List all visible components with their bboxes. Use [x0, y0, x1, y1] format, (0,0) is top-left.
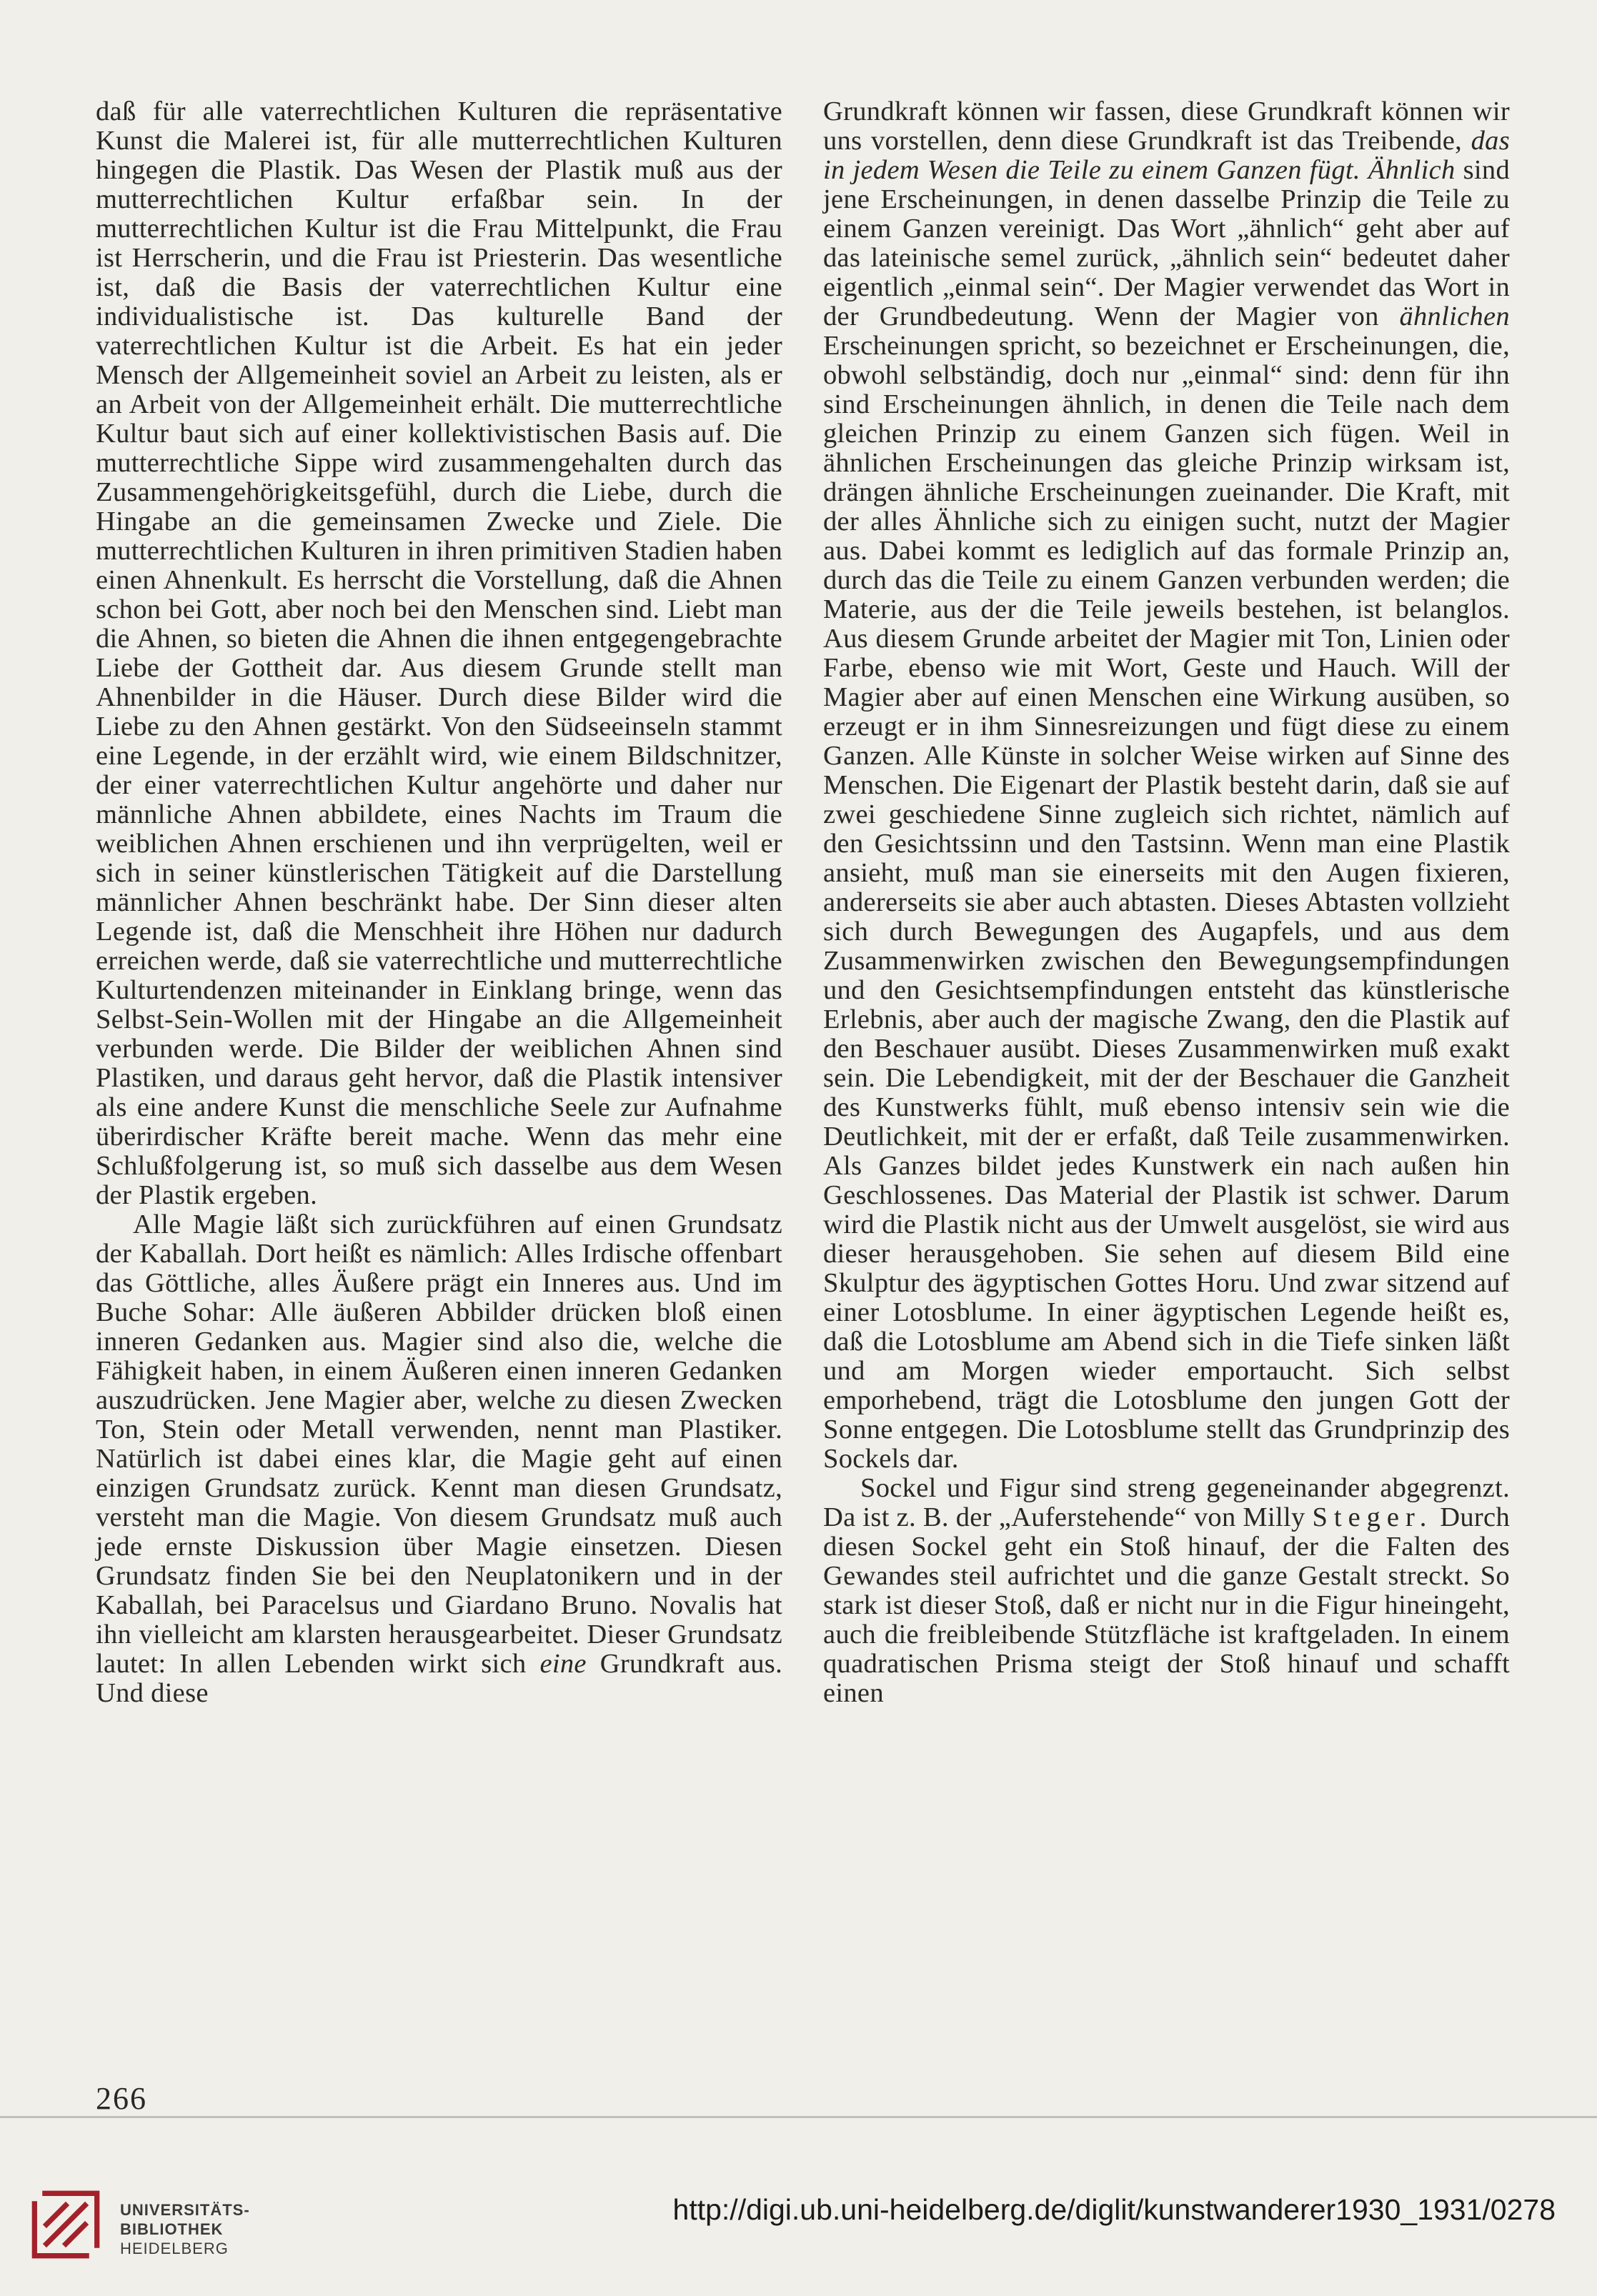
right-p1-emphasis-1: das in jedem Wesen die Teile zu einem Ganzen fügt. Ähnlich — [823, 126, 1510, 185]
footer-divider — [0, 2116, 1597, 2118]
emphasis-eine: eine — [539, 1649, 587, 1679]
library-name-line-2: BIBLIOTHEK — [120, 2220, 224, 2238]
right-paragraph-2 — [823, 1474, 1510, 1708]
left-paragraph-2 — [96, 1210, 782, 1708]
left-paragraph-2-tail: Grundkraft aus. Und diese — [96, 1649, 782, 1708]
left-paragraph-2-text: Alle Magie läßt sich zurückführen auf einen Grundsatz der Kaballah. Dort heißt es nämlich: Alles Irdische offenbart das Göttliche, alles Äußere prägt ein Inneres aus. Und im Buche Sohar: Alle äußeren Abbilder drücken bloß einen inneren Gedanken aus. Magier sind also die, welche die Fähigkeit haben, in einem Äußeren einen inneren Gedanken auszudrücken. Jene Magier aber, welche zu diesen Zwecken Ton, Stein oder Metall verwenden, nennt man Plastiker. Natürlich ist dabei eines klar, die Magie geht auf einen einzigen Grundsatz zurück. Kennt man diesen Grundsatz, versteht man die Magie. Von diesem Grundsatz muß auch jede ernste Diskussion über Magie einsetzen. Diesen Grundsatz finden Sie bei den Neuplatonikern und in der Kaballah, bei Paracelsus und Giardano Bruno. Novalis hat ihn vielleicht am klarsten herausgearbeitet. Dieser Grundsatz lautet: In allen Lebenden wirkt sich — [96, 1209, 782, 1679]
library-name-line-1: UNIVERSITÄTS- — [120, 2201, 250, 2219]
right-paragraph-1 — [823, 97, 1510, 1474]
library-name-line-3: HEIDELBERG — [120, 2240, 229, 2257]
source-url-link[interactable]: http://digi.ub.uni-heidelberg.de/diglit/kunstwanderer1930_1931/0278 — [672, 2193, 1556, 2226]
right-p2-text-b: Durch diesen Sockel geht ein Stoß hinauf, der die Falten des Gewandes steil aufrichtet und die ganze Gestalt streckt. So stark ist dieser Stoß, daß er nicht nur in die Figur hineingeht, auch die freibleibende Stützfläche ist kraftgeladen. In einem quadratischen Prisma steigt der Stoß hinauf und schafft einen — [823, 1502, 1510, 1708]
library-name — [120, 2200, 250, 2258]
artist-name-spaced: Steger. — [1312, 1502, 1433, 1532]
right-p1-text-b: sind jene Erscheinungen, in denen dasselbe Prinzip die Teile zu einem Ganzen vereinigt. Das Wort „ähnlich“ geht aber auf das lateinische semel zurück, „ähnlich sein“ bedeutet daher eigentlich „einmal sein“. Der Magier verwendet das Wort in der Grundbedeutung. Wenn der Magier von — [823, 155, 1510, 331]
right-p2-text-a: Sockel und Figur sind streng gegeneinander abgegrenzt. Da ist z. B. der „Auferstehende“ von Milly — [823, 1473, 1510, 1532]
left-paragraph-1: daß für alle vaterrechtlichen Kulturen die repräsentative Kunst die Malerei ist, für alle mutterrechtlichen Kulturen hingegen die Plastik. Das Wesen der Plastik muß aus der mutterrechtlichen Kultur erfaßbar sein. In der mutterrechtlichen Kultur ist die Frau Mittelpunkt, die Frau ist Herrscherin, und die Frau ist Priesterin. Das wesentliche ist, daß die Basis der vaterrechtlichen Kultur eine individualistische ist. Das kulturelle Band der vaterrechtlichen Kultur ist die Arbeit. Es hat ein jeder Mensch der Allgemeinheit soviel an Arbeit zu leisten, als er an Arbeit von der Allgemeinheit erhält. Die mutterrechtliche Kultur baut sich auf einer kollektivistischen Basis auf. Die mutterrechtliche Sippe wird zusammengehalten durch das Zusammengehörigkeitsgefühl, durch die Liebe, durch die Hingabe an die gemeinsamen Zwecke und Ziele. Die mutterrechtlichen Kulturen in ihren primitiven Stadien haben einen Ahnenkult. Es herrscht die Vorstellung, daß die Ahnen schon bei Gott, aber noch bei den Menschen sind. Liebt man die Ahnen, so bieten die Ahnen die ihnen entgegengebrachte Liebe der Gottheit dar. Aus diesem Grunde stellt man Ahnenbilder in die Häuser. Durch diese Bilder wird die Liebe zu den Ahnen gestärkt. Von den Südseeinseln stammt eine Legende, in der erzählt wird, wie einem Bildschnitzer, der einer vaterrechtlichen Kultur angehörte und daher nur männliche Ahnen abbildete, eines Nachts im Traum die weiblichen Ahnen erschienen und ihn verprügelten, weil er sich in seiner künstlerischen Tätigkeit auf die Darstellung männlicher Ahnen beschränkt habe. Der Sinn dieser alten Legende ist, daß die Menschheit ihre Höhen nur dadurch erreichen werde, daß sie vaterrechtliche und mutterrechtliche Kulturtendenzen miteinander in Einklang bringe, wenn das Selbst-Sein-Wollen mit der Hingabe an die Allgemeinheit verbunden werde. Die Bilder der weiblichen Ahnen sind Plastiken, und daraus geht hervor, daß die Plastik intensiver als eine andere Kunst die menschliche Seele zur Aufnahme überirdischer Kräfte bereit mache. Wenn das mehr eine Schlußfolgerung ist, so muß sich dasselbe aus dem Wesen der Plastik ergeben. — [96, 96, 782, 1210]
left-text-column — [96, 97, 782, 1708]
library-monogram-icon — [29, 2187, 103, 2262]
page-number: 266 — [96, 2081, 147, 2116]
right-p1-text-a: Grundkraft können wir fassen, diese Grundkraft können wir uns vorstellen, denn diese Grundkraft ist das Treibende, — [823, 96, 1510, 156]
right-p1-text-c: Erscheinungen spricht, so bezeichnet er Erscheinungen, die, obwohl selbständig, doch nur „einmal“ sind: denn für ihn sind Erscheinungen ähnlich, in denen die Teile nach dem gleichen Prinzip zu einem Ganzen sich fügen. Weil in ähnlichen Erscheinungen das gleiche Prinzip wirksam ist, drängen ähnliche Erscheinungen zueinander. Die Kraft, mit der alles Ähnliche sich zu einigen sucht, nutzt der Magier aus. Dabei kommt es lediglich auf das formale Prinzip an, durch das die Teile zu einem Ganzen verbunden werden; die Materie, aus der die Teile jeweils bestehen, ist belanglos. Aus diesem Grunde arbeitet der Magier mit Ton, Linien oder Farbe, ebenso wie mit Wort, Geste und Hauch. Will der Magier aber auf einen Menschen eine Wirkung ausüben, so erzeugt er in ihm Sinnesreizungen und fügt diese zu einem Ganzen. Alle Künste in solcher Weise wirken auf Sinne des Menschen. Die Eigenart der Plastik besteht darin, daß sie auf zwei geschiedene Sinne zugleich sich richtet, nämlich auf den Gesichtssinn und den Tastsinn. Wenn man eine Plastik ansieht, muß man sie einerseits mit den Augen fixieren, andererseits sie aber auch abtasten. Dieses Abtasten vollzieht sich durch Bewegungen des Augapfels, und aus dem Zusammenwirken zwischen den Bewegungsempfindungen und den Gesichtsempfindungen entsteht das künstlerische Erlebnis, aber auch der magische Zwang, den die Plastik auf den Beschauer ausübt. Dieses Zusammenwirken muß exakt sein. Die Lebendigkeit, mit der der Beschauer die Ganzheit des Kunstwerks fühlt, muß ebenso intensiv sein wie die Deutlichkeit, mit der er erfaßt, daß Teile zusammenwirken. Als Ganzes bildet jedes Kunstwerk ein nach außen hin Geschlossenes. Das Material der Plastik ist schwer. Darum wird die Plastik nicht aus der Umwelt ausgelöst, sie wird aus dieser herausgehoben. Sie sehen auf diesem Bild eine Skulptur des ägyptischen Gottes Horu. Und zwar sitzend auf einer Lotosblume. In einer ägyptischen Legende heißt es, daß die Lotosblume am Abend sich in die Tiefe sinken läßt und am Morgen wieder emportaucht. Sich selbst emporhebend, trägt die Lotosblume den jungen Gott der Sonne entgegen. Die Lotosblume stellt das Grundprinzip des Sockels dar. — [823, 331, 1510, 1474]
right-text-column — [823, 97, 1510, 1708]
right-p1-emphasis-2: ähnlichen — [1399, 301, 1510, 331]
